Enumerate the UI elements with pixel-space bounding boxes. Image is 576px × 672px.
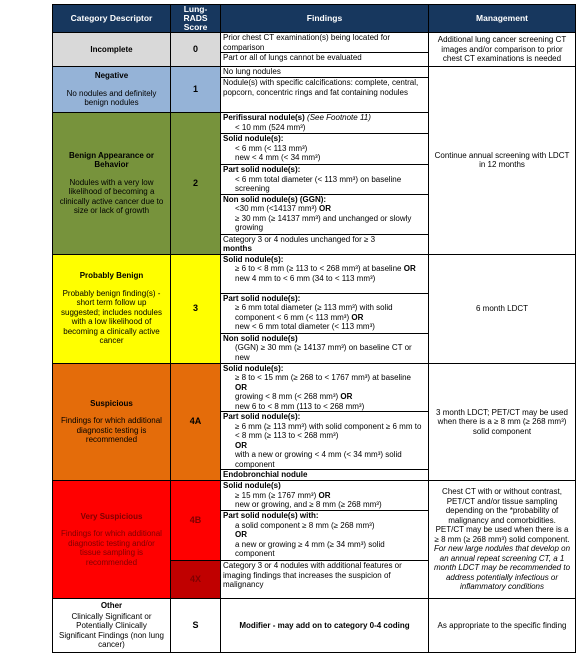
finding-head: Part solid nodule(s): [223,412,301,421]
finding-text: ≥ 6 to < 8 mm (≥ 113 to < 268 mm³) at baseline [235,264,402,273]
row-suspicious-1 [53,363,576,412]
score-4a: 4A [171,363,221,481]
management-annual: Continue annual screening with LDCT in 12 months [429,67,576,255]
finding-text: <30 mm (<14137 mm³) [235,204,317,213]
row-incomplete-1 [53,33,576,53]
row-negative-1 [53,67,576,78]
category-title: Incomplete [90,44,133,54]
finding: No lung nodules [221,67,429,78]
category-title: Other [100,601,123,610]
finding-line: a new or growing ≥ 4 mm (≥ 34 mm³) solid component [235,539,385,558]
finding-text: Category 3 or 4 nodules unchanged for ≥ 3 [223,234,376,244]
or-label: OR [235,440,247,450]
score-4x: 4X [171,561,221,599]
header-category: Category Descriptor [53,5,171,33]
row-very-suspicious-1 [53,481,576,511]
management-very-suspicious [429,481,576,599]
category-title: Very Suspicious [80,511,143,521]
finding-part-solid [221,412,429,470]
header-score: Lung-RADS Score [171,5,221,33]
or-label: OR [235,382,247,392]
finding-line: with a new or growing < 4 mm (< 34 mm³) solid component [235,450,402,469]
score-2: 2 [171,113,221,255]
category-suspicious [53,363,171,481]
lung-rads-table [52,4,576,653]
finding-non-solid [221,333,429,363]
finding-part-solid [221,165,429,195]
or-label: OR [319,204,332,213]
finding-head: Solid nodule(s): [223,363,284,373]
finding-line [223,383,426,393]
finding-line: ≥ 6 mm (≥ 113 mm³) with solid component ≥ 6 mm to < 8 mm (≥ 113 to < 268 mm³) [235,421,422,440]
row-probably-benign-1 [53,254,576,293]
finding-line: ≥ 8 to < 15 mm (≥ 268 to < 1767 mm³) at baseline [235,373,411,382]
finding-line [223,204,426,214]
finding-line [223,530,426,540]
finding-line: < 6 mm (< 113 mm³) [235,143,308,153]
category-title: Suspicious [90,398,133,408]
finding-solid [221,254,429,293]
or-label: OR [403,264,416,273]
category-very-suspicious [53,481,171,599]
header-findings: Findings [221,5,429,33]
finding-text: ≥ 15 mm (≥ 1767 mm³) [235,490,317,500]
footnote-ref: (See Footnote 11) [307,113,371,122]
category-other [53,599,171,653]
finding-head: Part solid nodule(s): [223,293,301,303]
category-subtitle: Probably benign finding(s) - short term follow up suggested; includes nodules with a low likelihood of becoming a clinically active cancer [61,288,162,346]
category-subtitle: Findings for which additional diagnostic testing and/or tissue sampling is recommended [61,529,162,567]
finding-solid [221,481,429,511]
finding-line: (GGN) ≥ 30 mm (≥ 14137 mm³) on baseline CT or new [235,343,412,362]
finding-line: ≥ 30 mm (≥ 14137 mm³) and unchanged or slowly growing [235,213,412,232]
finding-endobronchial: Endobronchial nodule [221,470,429,481]
category-subtitle: No nodules and definitely benign nodules [66,88,157,108]
finding-line: < 6 mm total diameter (< 113 mm³) on baseline screening [235,174,402,193]
score-1: 1 [171,67,221,113]
finding-line [223,441,426,451]
management-other: As appropriate to the specific finding [429,599,576,653]
finding-line [223,303,426,322]
finding-head: Non solid nodule(s) [223,333,298,343]
finding-line: new < 4 mm (< 34 mm³) [235,153,321,162]
score-0: 0 [171,33,221,67]
category-incomplete [53,33,171,67]
finding-solid [221,363,429,412]
category-title: Negative [94,71,129,81]
finding-perifissural [221,113,429,134]
finding-line [223,491,426,501]
management-3-month: 3 month LDCT; PET/CT may be used when there is a ≥ 8 mm (≥ 268 mm³) solid component [429,363,576,481]
or-label: OR [235,530,247,539]
category-negative [53,67,171,113]
category-title: Probably Benign [79,271,144,281]
finding-unchanged [221,234,429,254]
finding-text: growing < 8 mm (< 268 mm³) [235,392,339,401]
or-label: OR [351,312,364,322]
finding-head: Solid nodule(s) [223,481,281,490]
finding-line: new 4 mm to < 6 mm (34 to < 113 mm³) [235,273,376,283]
management-6-month: 6 month LDCT [429,254,576,363]
finding-line: new 6 to < 8 mm (113 to < 268 mm³) [235,401,365,411]
row-other [53,599,576,653]
header-management: Management [429,5,576,33]
category-title: Benign Appearance or Behavior [68,150,155,170]
finding-text: months [223,244,252,253]
score-4b: 4B [171,481,221,561]
finding-head: Solid nodule(s): [223,254,284,264]
finding-modifier: Modifier - may add on to category 0-4 coding [221,599,429,653]
category-subtitle: Nodules with a very low likelihood of becoming a clinically active cancer due to size or lack of growth [59,177,164,216]
finding-line: a solid component ≥ 8 mm (≥ 268 mm³) [235,520,375,530]
score-s: S [171,599,221,653]
finding-line: < 10 mm (524 mm³) [235,122,306,132]
management-text: Chest CT with or without contrast, PET/CT and/or tissue sampling depending on the *probability of malignancy and comorbidities. PET/CT may be used when there is a ≥ 8 mm (≥ 268 mm³) solid component. [434,487,570,544]
category-probably-benign [53,254,171,363]
finding-head: Part solid nodule(s): [223,165,301,174]
finding: Nodule(s) with specific calcifications: complete, central, popcorn, concentric rings and fat containing nodules [221,78,429,113]
or-label: OR [318,490,331,500]
or-label: OR [340,392,353,401]
category-benign [53,113,171,255]
finding-line: new or growing, and ≥ 8 mm (≥ 268 mm³) [235,500,382,509]
management-incomplete: Additional lung cancer screening CT images and/or comparison to prior chest CT examinations is needed [429,33,576,67]
finding: Prior chest CT examination(s) being located for comparison [221,33,429,53]
finding-head: Solid nodule(s): [223,134,284,143]
category-subtitle: Findings for which additional diagnostic testing is recommended [61,416,162,445]
management-note: For new large nodules that develop on an annual repeat screening CT, a 1 month LDCT may be recommended to address potentially infectious or inflammatory conditions [433,544,571,592]
score-3: 3 [171,254,221,363]
finding-line [223,392,426,402]
finding-part-solid [221,293,429,333]
finding: Part or all of lungs cannot be evaluated [221,53,429,67]
finding-solid [221,134,429,165]
finding-head: Part solid nodule(s) with: [223,511,319,520]
finding-additional-features: Category 3 or 4 nodules with additional features or imaging findings that increases the suspicion of malignancy [221,561,429,599]
category-subtitle: Clinically Significant or Potentially Clinically Significant Findings (non lung cancer) [59,611,164,649]
finding-line: new < 6 mm total diameter (< 113 mm³) [235,322,375,331]
finding-line [223,264,426,274]
finding-text: ≥ 6 mm total diameter (≥ 113 mm³) with solid component < 6 mm (< 113 mm³) [235,303,393,322]
finding-head: Perifissural nodule(s) [223,113,305,122]
finding-head: Non solid nodule(s) (GGN): [223,194,327,204]
finding-part-solid [221,511,429,561]
header-row [53,5,576,33]
finding-non-solid [221,194,429,234]
